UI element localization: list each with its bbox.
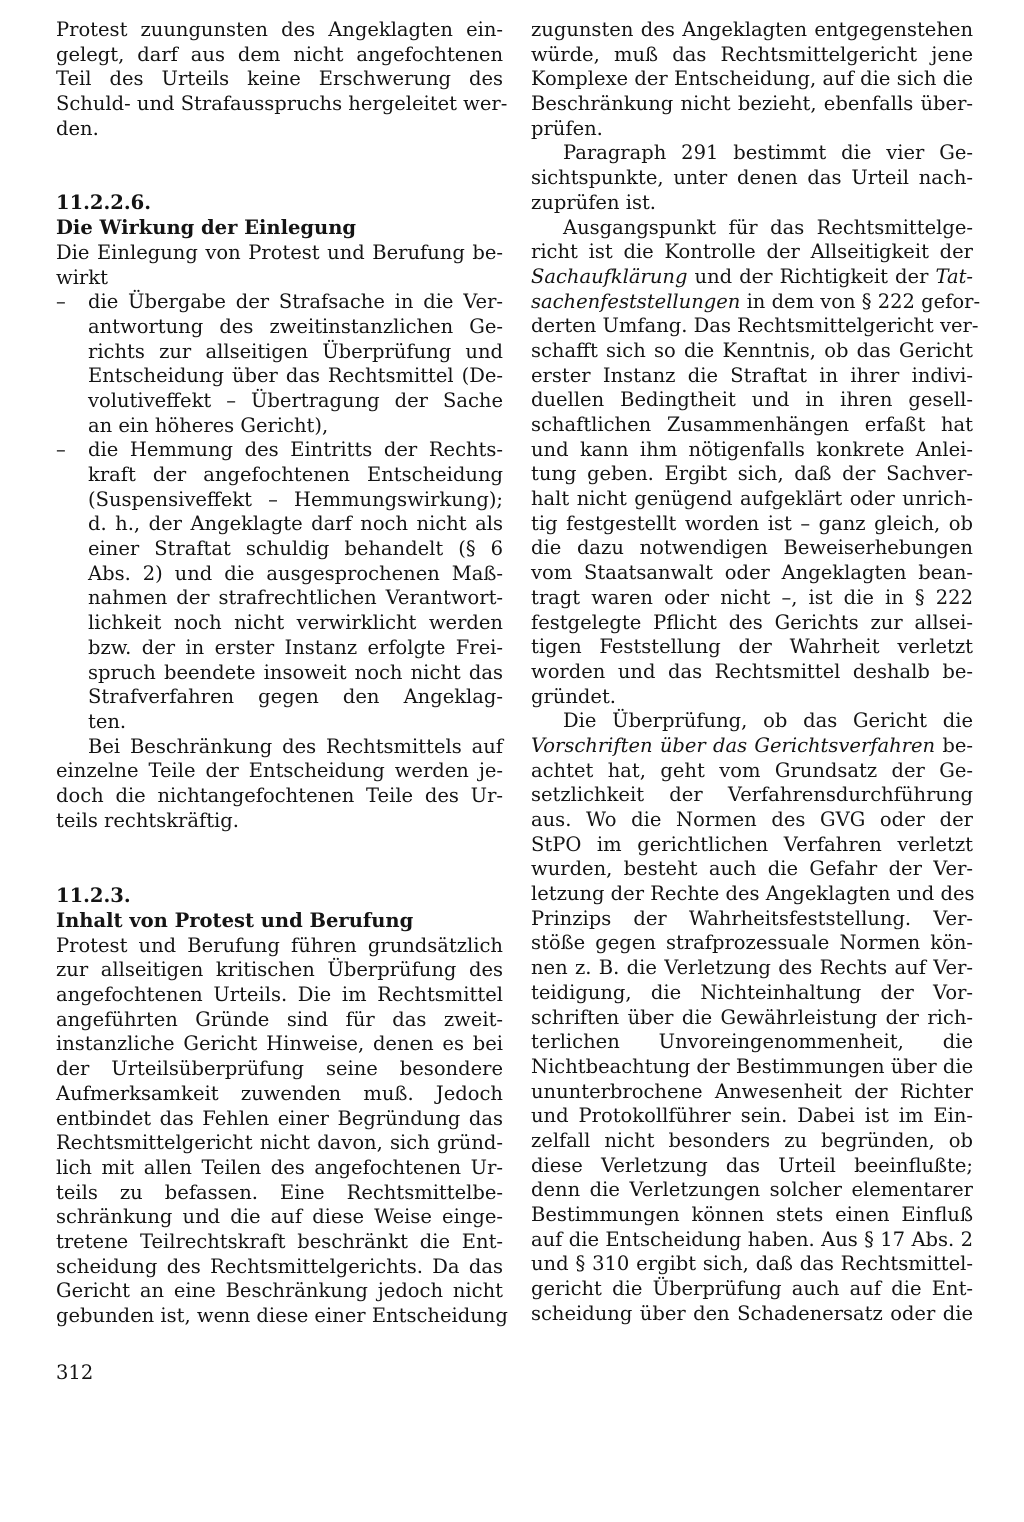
text-line: StPO im gerichtlichen Verfahren verletzt — [531, 832, 973, 856]
text-line: Die Einlegung von Protest und Berufung be- — [56, 240, 503, 264]
text-line: aus. Wo die Normen des GVG oder der — [531, 808, 973, 831]
page-number: 312 — [56, 1361, 94, 1384]
text-line: richt ist die Kontrolle der Allseitigkeit der — [531, 240, 973, 264]
text-line: teils zu befassen. Eine Rechtsmittelbe- — [56, 1180, 503, 1204]
text-line: würde, muß das Rechtsmittelgericht jene — [531, 42, 973, 66]
text-line: richts zur allseitigen Überprüfung und — [88, 339, 503, 363]
bullet-item — [56, 290, 503, 438]
text-line: und Protokollführer sein. Dabei ist im Ein- — [531, 1104, 973, 1128]
dash-bullet: – — [56, 438, 66, 462]
text-line: an ein höheres Gericht), — [88, 413, 329, 437]
text-line: duellen Bedingtheit und in ihren gesell- — [531, 388, 973, 412]
text-line: vom Staatsanwalt oder Angeklagten bean- — [531, 561, 973, 585]
text-line: Aufmerksamkeit zuwenden muß. Jedoch — [56, 1081, 503, 1105]
text-line: schafft sich so die Kenntnis, ob das Gericht — [531, 338, 973, 362]
paragraph-ueberpruefung — [531, 709, 973, 1326]
text-line: gründet. — [531, 684, 616, 708]
text-line: sichtspunkte, unter denen das Urteil nach- — [531, 166, 973, 190]
text-line: Gericht an eine Beschränkung jedoch nicht — [56, 1279, 503, 1303]
text-line: die Übergabe der Strafsache in die Ver- — [88, 290, 503, 314]
paragraph-continue — [531, 18, 973, 141]
text-line: tretene Teilrechtskraft beschränkt die Ent- — [56, 1229, 503, 1253]
italic-term: Vorschriften über das Gerichtsverfahren — [531, 733, 936, 757]
italic-term: sachenfeststellungen — [531, 289, 741, 313]
text-line: der Urteilsüberprüfung seine besondere — [56, 1057, 503, 1081]
section-11-2-2-6 — [56, 191, 503, 833]
text-line: festgelegte Pflicht des Gerichts zur allsei- — [531, 610, 973, 634]
text-line: erster Instanz die Straftat in ihrer indivi- — [531, 363, 973, 387]
text-line: derten Umfang. Das Rechtsmittelgericht ver- — [531, 314, 979, 338]
text-line: lichkeit noch nicht verwirklicht werden — [88, 611, 503, 635]
text-run: be- — [935, 733, 973, 757]
text-line: tung geben. Ergibt sich, daß der Sachver- — [531, 462, 973, 486]
text-line: tragt waren oder nicht –, ist die in § 222 — [531, 585, 973, 609]
text-line: Prinzips der Wahrheitsfeststellung. Ver- — [531, 906, 973, 930]
text-line: antwortung des zweitinstanzlichen Ge- — [88, 314, 503, 338]
section-heading: Die Wirkung der Einlegung — [56, 216, 357, 240]
text-line: ten. — [88, 709, 127, 733]
text-line: schränkung und die auf diese Weise einge- — [56, 1205, 503, 1229]
text-line: Protest zuungunsten des Angeklagten ein- — [56, 18, 503, 41]
text-line: einzelne Teile der Entscheidung werden je- — [56, 759, 503, 783]
text-line: den. — [56, 116, 99, 140]
text-line: die dazu notwendigen Beweiserhebungen — [531, 536, 973, 560]
text-line: Beschränkung nicht bezieht, ebenfalls über- — [531, 92, 973, 116]
text-line — [531, 289, 981, 315]
text-line: auf die Entscheidung haben. Aus § 17 Abs. 2 — [531, 1227, 973, 1251]
italic-term: Sachaufklärung — [531, 264, 688, 288]
text-line: achtet hat, geht vom Grundsatz der Ge- — [531, 758, 973, 782]
text-line — [531, 265, 973, 290]
text-line: die Hemmung des Eintritts der Rechts- — [88, 438, 503, 462]
text-line: gebunden ist, wenn diese einer Entscheidung — [56, 1304, 508, 1327]
right-column — [531, 18, 981, 1326]
text-line: Paragraph 291 bestimmt die vier Ge- — [563, 141, 973, 165]
text-line: Komplexe der Entscheidung, auf die sich die — [531, 67, 973, 91]
bullet-item — [56, 438, 503, 734]
text-line: Teil des Urteils keine Erschwerung des — [56, 67, 503, 91]
text-line: Strafverfahren gegen den Angeklag- — [88, 685, 503, 709]
text-line: tig festgestellt worden ist – ganz gleich, ob — [531, 511, 973, 535]
text-line: wirkt — [56, 265, 108, 289]
text-line: halt nicht genügend aufgeklärt oder unrich- — [531, 487, 973, 511]
italic-term: Tat- — [935, 264, 973, 288]
text-line: zugunsten des Angeklagten entgegenstehen — [531, 18, 973, 41]
text-line: kraft der angefochtenen Entscheidung — [88, 463, 503, 486]
text-run: und der Richtigkeit der — [687, 264, 936, 288]
text-line: gelegt, darf aus dem nicht angefochtenen — [56, 42, 503, 66]
section-number: 11.2.3. — [56, 884, 131, 908]
text-line: Abs. 2) und die ausgesprochenen Maß- — [88, 561, 503, 585]
section-heading: Inhalt von Protest und Berufung — [56, 909, 414, 932]
text-line: Bestimmungen können stets einen Einfluß — [531, 1203, 973, 1226]
text-line: instanzliche Gericht Hinweise, denen es bei — [56, 1032, 503, 1056]
text-run: in dem von § 222 gefor- — [740, 289, 981, 313]
text-line: zelfall nicht besonders zu begründen, ob — [531, 1128, 973, 1152]
text-line: setzlichkeit der Verfahrensdurchführung — [531, 783, 973, 807]
paragraph-restriction — [56, 735, 503, 760]
text-line: Bei Beschränkung des Rechtsmittels auf — [88, 734, 503, 758]
text-line: nen z. B. die Verletzung des Rechts auf Ver- — [531, 956, 973, 980]
text-line: Ausgangspunkt für das Rechtsmittelge- — [563, 215, 973, 239]
text-line: (Suspensiveffekt – Hemmungswirkung); — [88, 487, 503, 511]
text-line: tigen Feststellung der Wahrheit verletzt — [531, 635, 973, 659]
left-column — [56, 18, 508, 1329]
text-line: d. h., der Angeklagte darf noch nicht als — [88, 512, 503, 536]
paragraph-intro — [56, 18, 508, 141]
text-line: denn die Verletzungen solcher elementarer — [531, 1178, 973, 1202]
dash-bullet: – — [56, 290, 66, 314]
text-line: und § 310 ergibt sich, daß das Rechtsmittel- — [531, 1252, 973, 1276]
text-line: teils rechtskräftig. — [56, 808, 239, 832]
text-line: angeführten Gründe sind für das zweit- — [56, 1007, 503, 1031]
text-line — [531, 734, 973, 759]
text-line: ununterbrochene Anwesenheit der Richter — [531, 1079, 973, 1103]
text-line: zuprüfen ist. — [531, 190, 656, 214]
text-line: wurden, besteht auch die Gefahr der Ver- — [531, 857, 973, 881]
section-number: 11.2.2.6. — [56, 191, 151, 215]
text-line: lich mit allen Teilen des angefochtenen Ur- — [56, 1155, 503, 1179]
text-line: Entscheidung über das Rechtsmittel (De- — [88, 364, 503, 388]
text-line: Die Überprüfung, ob das Gericht die — [563, 709, 973, 733]
text-line: diese Verletzung das Urteil beeinflußte; — [531, 1153, 973, 1177]
text-line: prüfen. — [531, 116, 603, 140]
text-line: terlichen Unvoreingenommenheit, die — [531, 1030, 973, 1054]
text-line: nahmen der strafrechtlichen Verantwort- — [88, 586, 503, 610]
text-line: stöße gegen strafprozessuale Normen kön- — [531, 931, 973, 955]
text-line: doch die nichtangefochtenen Teile des Ur- — [56, 783, 503, 807]
section-11-2-3 — [56, 884, 508, 1328]
text-line: spruch beendete insoweit noch nicht das — [88, 660, 503, 684]
text-line: scheidung des Rechtsmittelgerichts. Da das — [56, 1254, 503, 1278]
paragraph-ausgangspunkt — [531, 215, 981, 710]
text-line: letzung der Rechte des Angeklagten und des — [531, 882, 975, 906]
text-line: angefochtenen Urteils. Die im Rechtsmittel — [56, 983, 503, 1007]
text-line: gericht die Überprüfung auch auf die Ent- — [531, 1277, 973, 1301]
text-line: Protest und Berufung führen grundsätzlich — [56, 933, 503, 957]
text-line: und kann ihm nötigenfalls konkrete Anlei- — [531, 437, 973, 461]
text-line: Rechtsmittelgericht nicht davon, sich gründ- — [56, 1131, 503, 1155]
text-line: Schuld- und Strafausspruchs hergeleitet wer- — [56, 92, 508, 116]
text-line: scheidung über den Schadenersatz oder die — [531, 1301, 973, 1325]
paragraph-291 — [531, 141, 973, 215]
text-line: Nichtbeachtung der Bestimmungen über die — [531, 1054, 974, 1078]
text-line: schaftlichen Zusammenhängen erfaßt hat — [531, 413, 973, 436]
text-line: volutiveffekt – Übertragung der Sache — [88, 388, 503, 412]
text-line: entbindet das Fehlen einer Begründung das — [56, 1106, 503, 1130]
text-line: teidigung, die Nichteinhaltung der Vor- — [531, 980, 973, 1004]
text-line: bzw. der in erster Instanz erfolgte Frei- — [88, 635, 503, 659]
text-line: worden und das Rechtsmittel deshalb be- — [531, 659, 973, 683]
text-line: einer Straftat schuldig behandelt (§ 6 — [88, 537, 503, 561]
text-line: schriften über die Gewährleistung der rich- — [531, 1005, 973, 1029]
text-line: zur allseitigen kritischen Überprüfung des — [56, 958, 503, 982]
